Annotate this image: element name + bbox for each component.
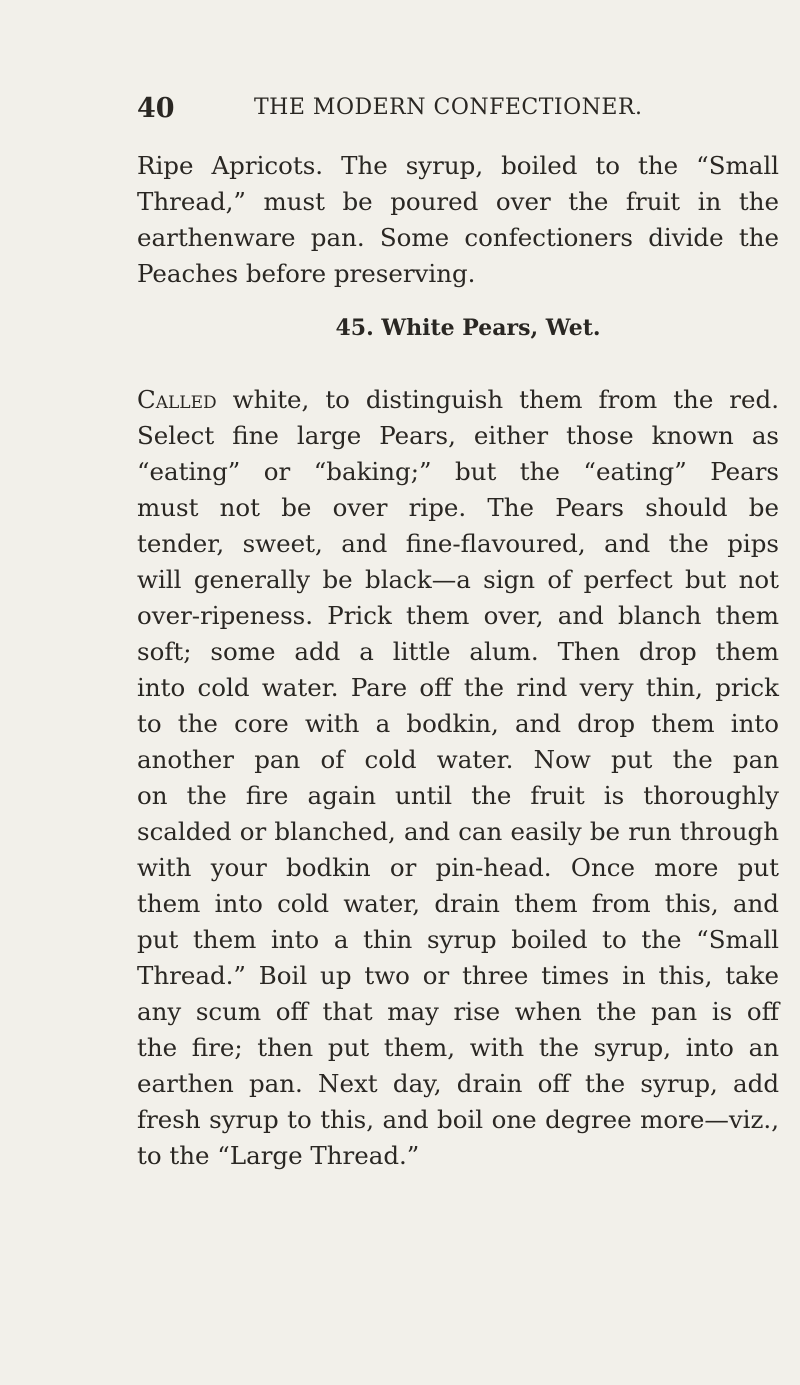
text-line: to the core with a bodkin, and drop them into (137, 709, 779, 738)
text-line: scalded or blanched, and can easily be run through (137, 817, 779, 846)
opening-word: Called (137, 385, 217, 414)
text-line: into cold water. Pare off the rind very thin, prick (137, 673, 779, 702)
text-line: Select fine large Pears, either those known as (137, 421, 779, 450)
text-line: any scum off that may rise when the pan is off (137, 997, 779, 1026)
section-heading: 45. White Pears, Wet. (335, 315, 601, 341)
page-number: 40 (137, 93, 175, 124)
page-header (137, 93, 775, 133)
text-line: earthenware pan. Some confectioners divide the (137, 223, 779, 252)
text-line-first (137, 382, 779, 418)
first-line-rest: white, to distinguish them from the red. (216, 385, 779, 414)
text-line: another pan of cold water. Now put the pan (137, 745, 779, 774)
text-line: Thread,” must be poured over the fruit in the (137, 187, 779, 216)
text-line: on the fire again until the fruit is thoroughly (137, 781, 779, 810)
text-line: the fire; then put them, with the syrup, into an (137, 1033, 779, 1062)
text-line: Thread.” Boil up two or three times in this, take (137, 961, 779, 990)
text-line: must not be over ripe. The Pears should be (137, 493, 779, 522)
section-paragraph (137, 382, 779, 1174)
running-title: THE MODERN CONFECTIONER. (254, 95, 643, 120)
text-line: them into cold water, drain them from this, and (137, 889, 779, 918)
text-line: put them into a thin syrup boiled to the “Small (137, 925, 779, 954)
text-line: earthen pan. Next day, drain off the syrup, add (137, 1069, 779, 1098)
text-line: Ripe Apricots. The syrup, boiled to the “Small (137, 151, 779, 180)
text-line: soft; some add a little alum. Then drop them (137, 637, 779, 666)
text-line: tender, sweet, and fine-flavoured, and the pips (137, 529, 779, 558)
continuation-paragraph (137, 148, 779, 292)
text-line: fresh syrup to this, and boil one degree more—viz., (137, 1105, 779, 1134)
text-line: “eating” or “baking;” but the “eating” Pears (137, 457, 779, 486)
text-line: over-ripeness. Prick them over, and blanch them (137, 601, 779, 630)
text-line: to the “Large Thread.” (137, 1141, 420, 1170)
page-body (137, 148, 779, 1174)
text-line: will generally be black—a sign of perfect but not (137, 565, 779, 594)
text-line: Peaches before preserving. (137, 259, 476, 288)
text-line: with your bodkin or pin-head. Once more put (137, 853, 779, 882)
